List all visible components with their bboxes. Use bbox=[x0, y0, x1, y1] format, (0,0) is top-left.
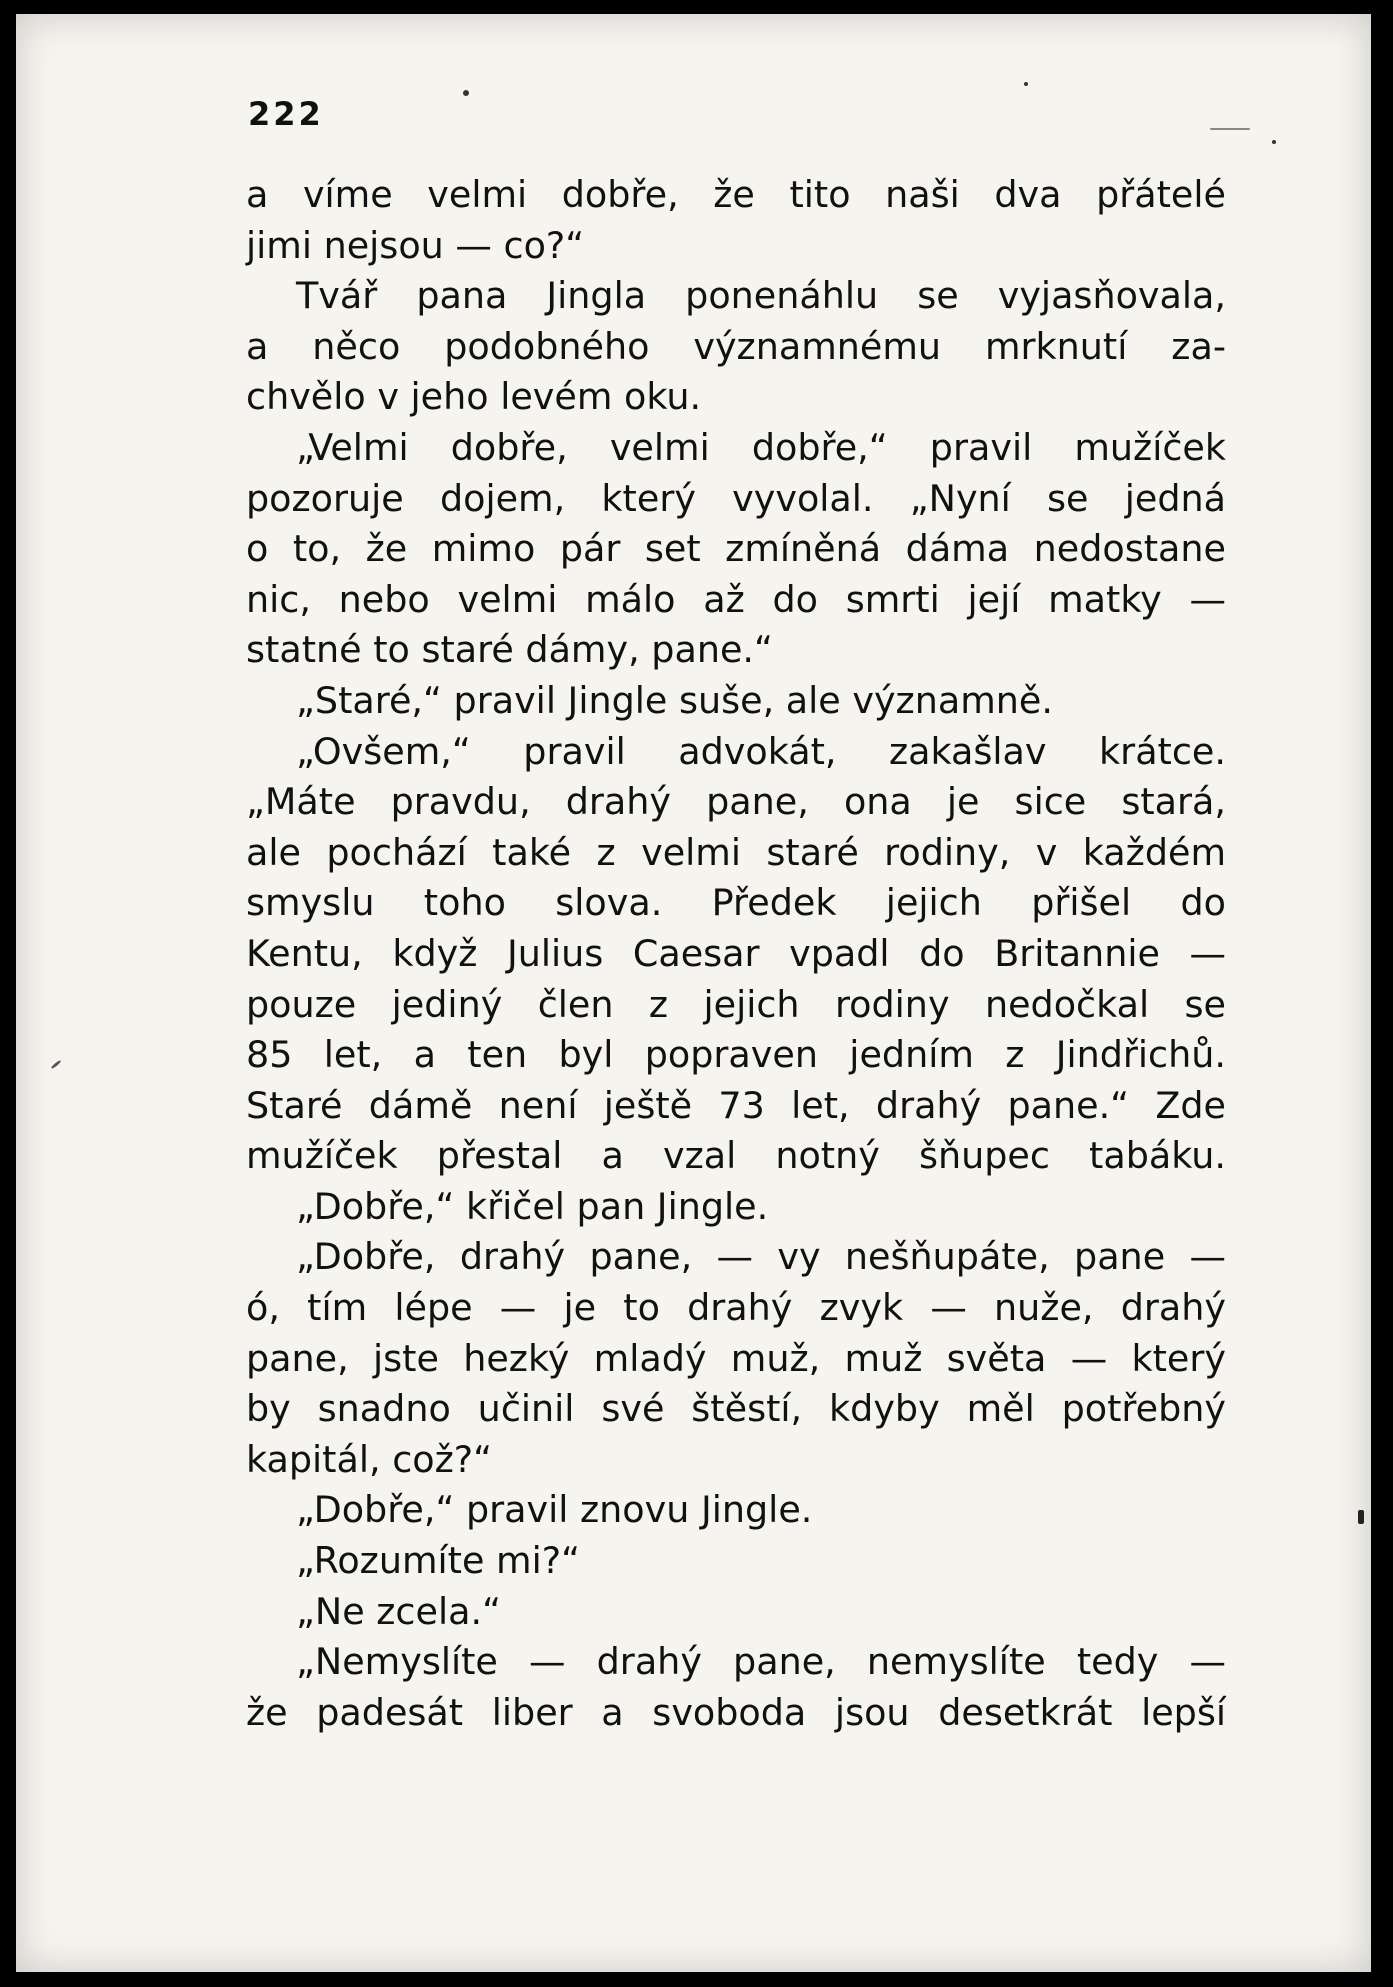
text-line: by snadno učinil své štěstí, kdyby měl potřebný bbox=[246, 1387, 1226, 1431]
scan-edge bbox=[1374, 0, 1393, 1987]
text-line: „Dobře,“ křičel pan Jingle. bbox=[296, 1184, 769, 1228]
text-line: „Ne zcela.“ bbox=[296, 1589, 501, 1633]
scan-speck bbox=[463, 90, 469, 96]
text-line: „Rozumíte mi?“ bbox=[296, 1539, 580, 1583]
scan-speck bbox=[1024, 82, 1028, 86]
scan-speck bbox=[1210, 128, 1250, 130]
text-line: pane, jste hezký mladý muž, muž světa — který bbox=[246, 1336, 1226, 1380]
text-line: že padesát liber a svoboda jsou desetkrát lepší bbox=[246, 1690, 1226, 1734]
text-line: Staré dámě není ještě 73 let, drahý pane.“ Zde bbox=[246, 1083, 1226, 1127]
page-number: 222 bbox=[248, 95, 324, 133]
text-line: nic, nebo velmi málo až do smrti její matky — bbox=[246, 577, 1226, 621]
text-line: kapitál, což?“ bbox=[246, 1437, 493, 1481]
text-line: a víme velmi dobře, že tito naši dva přátelé bbox=[246, 173, 1226, 216]
text-line: smyslu toho slova. Předek jejich přišel do bbox=[246, 881, 1226, 925]
text-line: mužíček přestal a vzal notný šňupec tabáku. bbox=[246, 1134, 1226, 1178]
text-line: „Staré,“ pravil Jingle suše, ale významně. bbox=[296, 678, 1053, 722]
text-line: 85 let, a ten byl popraven jedním z Jindřichů. bbox=[246, 1033, 1226, 1077]
text-line: chvělo v jeho levém oku. bbox=[246, 375, 702, 419]
text-line: „Máte pravdu, drahý pane, ona je sice stará, bbox=[246, 780, 1226, 824]
text-line: o to, že mimo pár set zmíněná dáma nedostane bbox=[246, 527, 1226, 571]
text-line: ale pochází také z velmi staré rodiny, v každém bbox=[246, 830, 1226, 874]
text-line: Tvář pana Jingla ponenáhlu se vyjasňovala, bbox=[296, 274, 1226, 318]
text-line: jimi nejsou — co?“ bbox=[246, 223, 585, 267]
body-text bbox=[246, 170, 1226, 1738]
text-line: statné to staré dámy, pane.“ bbox=[246, 628, 773, 672]
text-line: ó, tím lépe — je to drahý zvyk — nuže, drahý bbox=[246, 1286, 1226, 1330]
text-line: „Dobře,“ pravil znovu Jingle. bbox=[296, 1488, 813, 1532]
text-line: „Nemyslíte — drahý pane, nemyslíte tedy — bbox=[296, 1640, 1226, 1684]
text-line: Kentu, když Julius Caesar vpadl do Britannie — bbox=[246, 931, 1226, 975]
scan-speck bbox=[1358, 1510, 1364, 1524]
text-line: „Velmi dobře, velmi dobře,“ pravil mužíček bbox=[296, 425, 1226, 469]
scan-speck bbox=[1272, 140, 1276, 144]
text-line: a něco podobného významnému mrknutí za- bbox=[246, 324, 1226, 368]
text-line: pozoruje dojem, který vyvolal. „Nyní se jedná bbox=[246, 476, 1226, 520]
text-line: „Ovšem,“ pravil advokát, zakašlav krátce. bbox=[296, 729, 1226, 773]
text-line: pouze jediný člen z jejich rodiny nedočkal se bbox=[246, 982, 1226, 1026]
text-line: „Dobře, drahý pane, — vy nešňupáte, pane — bbox=[296, 1235, 1226, 1279]
